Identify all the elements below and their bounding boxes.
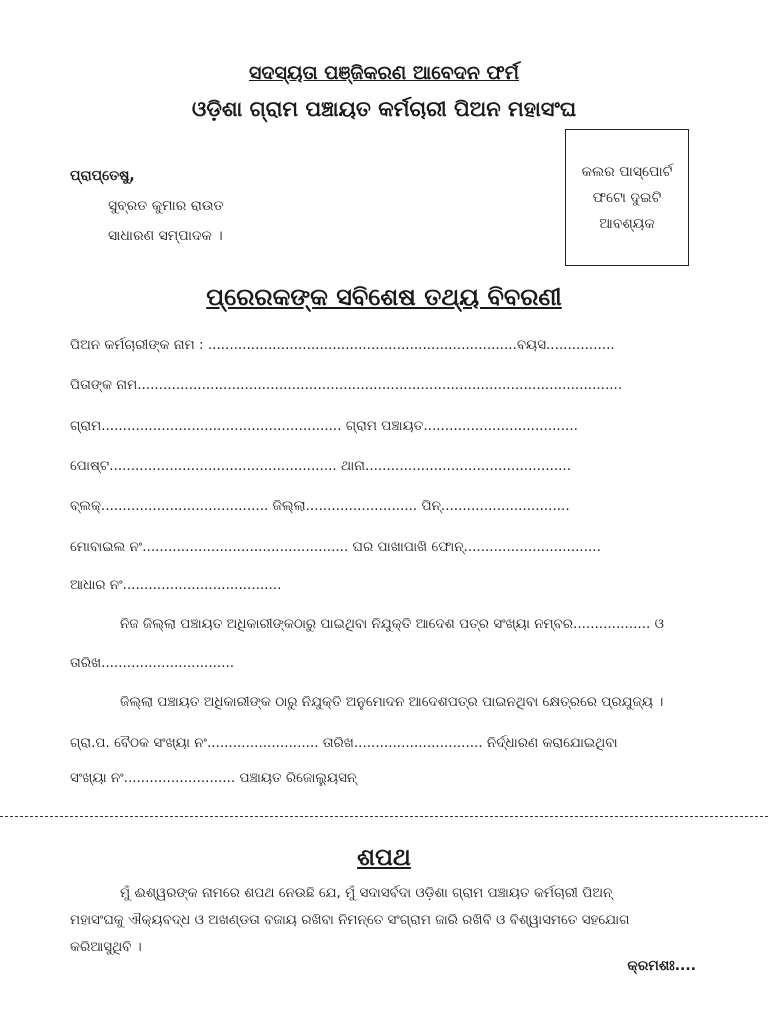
note-applicable: ଜିଲ୍ଲା ପଞ୍ଚାୟତ ଅଧିକାରୀଙ୍କ ଠାରୁ ନିଯୁକ୍ତି ଅନୁମୋଦନ ଆଦେଶପତ୍ର ପାଇନଥିବା କ୍ଷେତ୍ରରେ ପ୍ରଯୁଜ୍ୟ । (120, 694, 664, 710)
oath-text (70, 880, 700, 961)
photo-box-line1: କଲର ପାସ୍‌ପୋର୍ଟ (581, 163, 673, 180)
section-title: ପ୍ରେରକଙ୍କ ସବିଶେଷ ତଥ୍ୟ ବିବରଣୀ (206, 283, 562, 311)
field-village-panchayat[interactable]: ଗ୍ରାମ........................................................ ଗ୍ରାମ ପଞ୍ଚାୟତ.................................... (70, 418, 578, 434)
photo-box-line2: ଫଟୋ ଦୁଇଟି (592, 189, 662, 206)
field-father-name[interactable]: ପିତାଙ୍କ ନାମ................................................................................................................. (70, 377, 623, 393)
oath-line1: ମୁଁ ଈଶ୍ୱରଙ୍କ ନାମରେ ଶପଥ ନେଉଛି ଯେ, ମୁଁ ସଦାସର୍ବଦା ଓଡ଼ିଶା ଗ୍ରାମ ପଞ୍ଚାୟତ କର୍ମଚାରୀ ପିଅନ୍‌ (120, 885, 613, 901)
field-mobile-phone[interactable]: ମୋବାଇଲ ନଂ................................................ ଘର ପାଖାପାଖି ଫୋନ୍‌................................ (70, 539, 601, 555)
field-appointment-order[interactable]: ନିଜ ଜିଲ୍ଲା ପଞ୍ଚାୟତ ଅଧିକାରୀଙ୍କଠାରୁ ପାଇଥିବା ନିଯୁକ୍ତି ଆଦେଶ ପତ୍ର ସଂଖ୍ୟା ନମ୍ବର.................. ଓ (120, 616, 664, 632)
recipient-designation: ସାଧାରଣ ସମ୍ପାଦକ । (108, 228, 223, 244)
field-peon-name-age[interactable]: ପିଅନ କର୍ମଚାରୀଙ୍କ ନାମ : ........................................................................ବୟସ................ (70, 337, 615, 353)
field-block-district-pin[interactable]: ବ୍ଲକ୍‌....................................... ଜିଲ୍ଲା.......................... ପିନ୍‌.............................. (70, 498, 570, 514)
oath-title: ଶପଥ (357, 843, 411, 871)
recipient-name: ସୁବ୍ରତ କୁମାର ରାଉତ (108, 198, 224, 214)
photo-box (565, 129, 689, 266)
dashed-divider (0, 816, 768, 817)
photo-box-line3: ଆବଶ୍ୟକ (599, 215, 655, 232)
oath-line2: ମହାସଂଘକୁ ଐକ୍ୟବଦ୍ଧ ଓ ଅଖଣ୍ଡତା ବଜାୟ ରଖିବା ନିମନ୍ତେ ସଂଗ୍ରାମ ଜାରି ରଖିବି ଓ ବିଶ୍ୱାସମତେ ସହଯୋଗ (70, 912, 630, 928)
field-gp-meeting[interactable]: ଗ୍ରା.ପ. ବୈଠକ ସଂଖ୍ୟା ନଂ.......................... ତାରିଖ.............................. ନିର୍ଦ୍ଧାରଣ କରାଯୋଇଥିବା (70, 735, 618, 751)
continued-label: କ୍ରମଶଃ.... (627, 958, 696, 974)
field-aadhaar[interactable]: ଆଧାର ନଂ..................................... (70, 577, 282, 593)
field-resolution-number[interactable]: ସଂଖ୍ୟା ନଂ.......................... ପଞ୍ଚାୟତ ରିଜୋଲ୍ୟୁସନ୍‌ (70, 770, 357, 786)
oath-line3: କରିଆସୁଥିବି । (70, 939, 142, 955)
salutation: ପ୍ରାପ୍ତେଷୁ, (70, 168, 135, 184)
field-post-police-station[interactable]: ପୋଷ୍ଟ..................................................... ଥାନା................................................ (70, 458, 571, 474)
field-appointment-date[interactable]: ତାରିଖ............................... (70, 655, 235, 671)
organization-name: ଓଡ଼ିଶା ଗ୍ରାମ ପଞ୍ଚାୟତ କର୍ମଚାରୀ ପିଅନ ମହାସଂଘ (191, 97, 577, 121)
form-title: ସଦସ୍ୟତା ପଞ୍ଜିକରଣ ଆବେଦନ ଫର୍ମ (249, 62, 519, 84)
